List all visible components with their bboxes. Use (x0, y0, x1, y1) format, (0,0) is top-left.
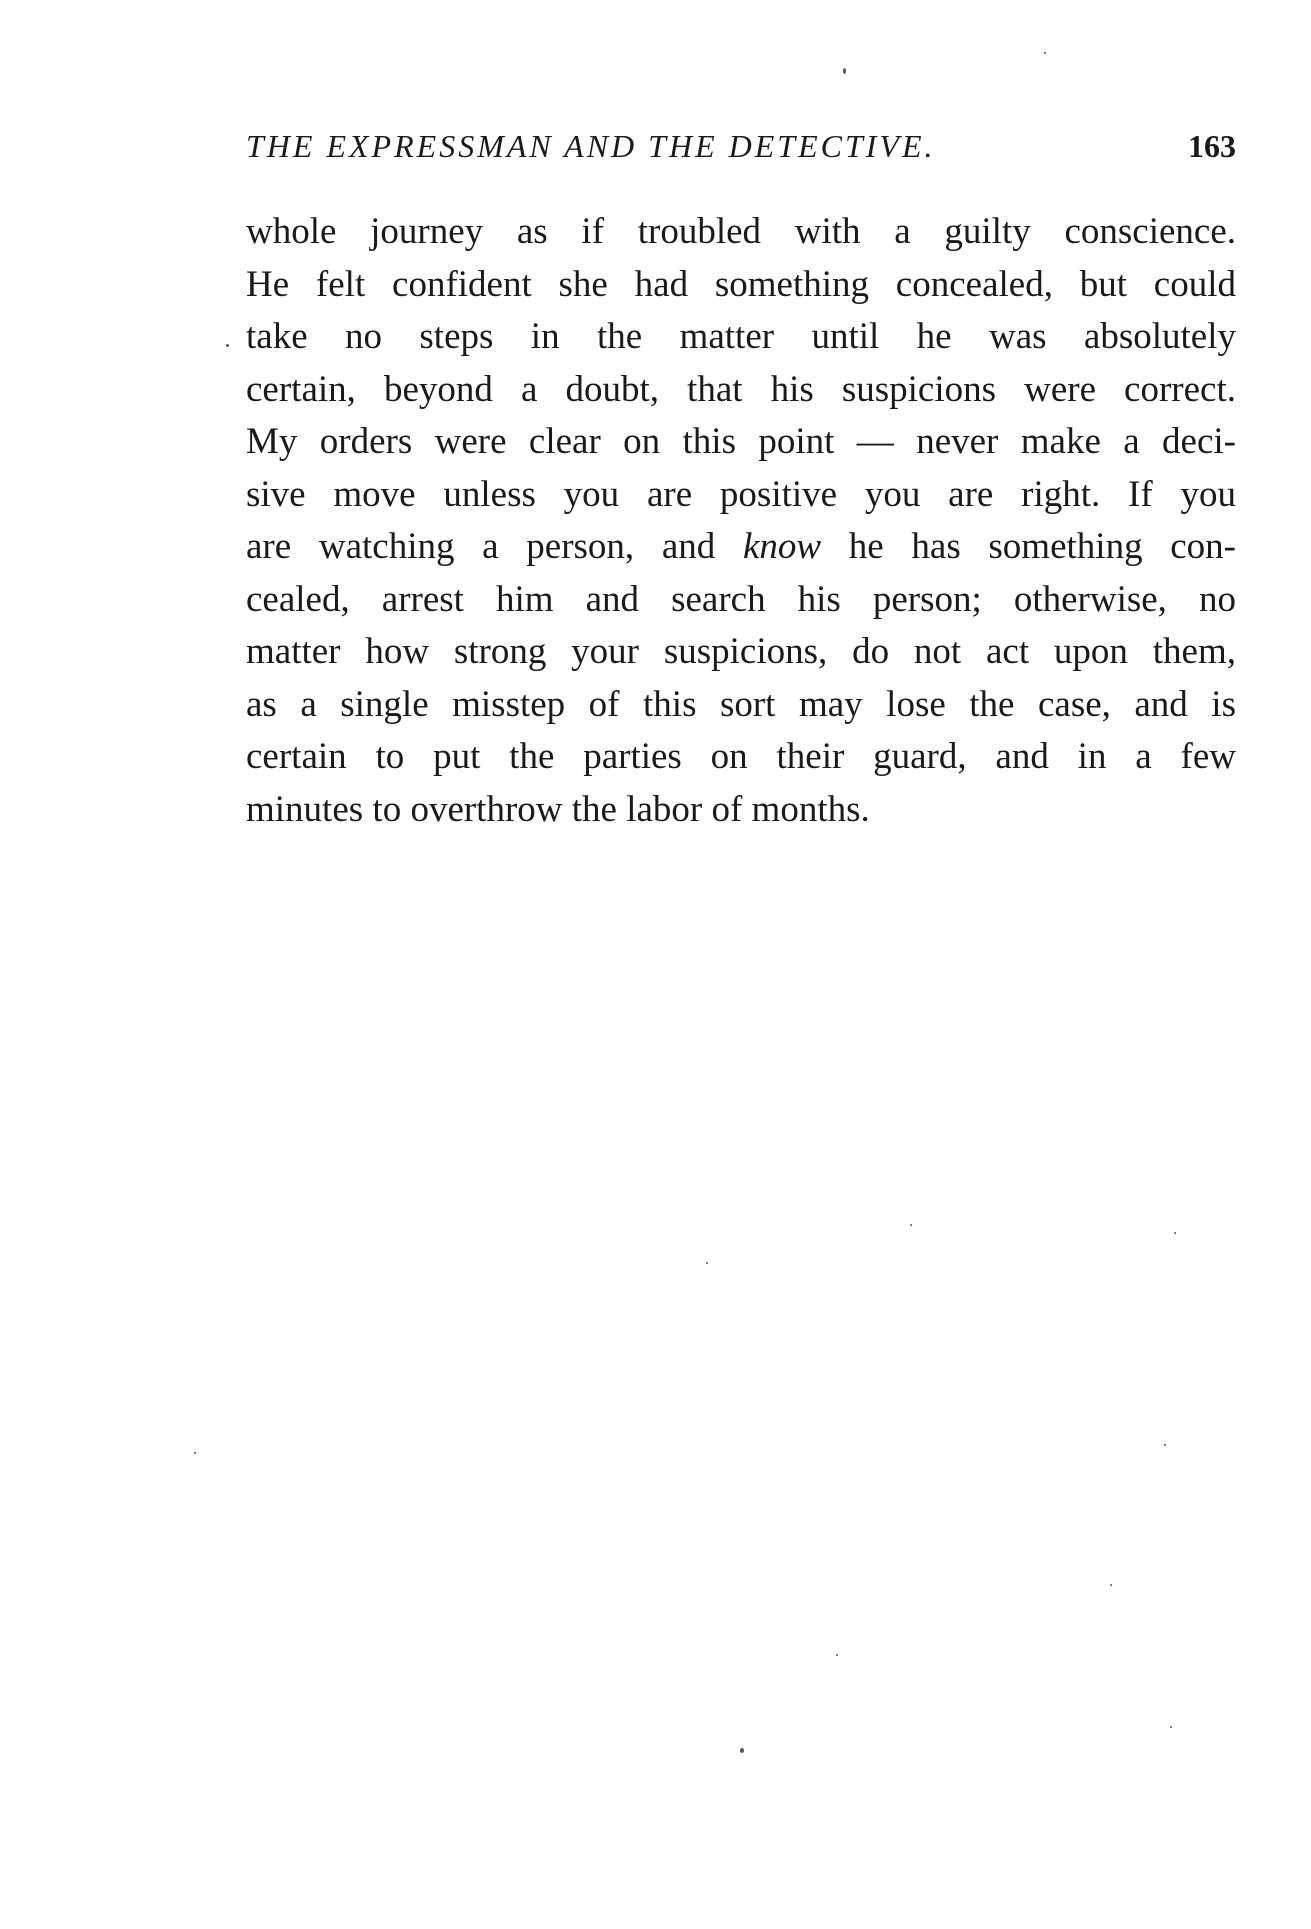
text-line: He felt confident she had something concealed, but could (246, 263, 1236, 305)
emphasized-word: know (742, 526, 822, 567)
scan-speck (1170, 1726, 1172, 1728)
scan-speck (194, 1452, 196, 1454)
scan-speck (740, 1748, 744, 1753)
text-line: as a single misstep of this sort may lose the case, and is (246, 683, 1236, 725)
text-line: matter how strong your suspicions, do not act upon them, (246, 631, 1236, 672)
scan-speck (910, 1224, 912, 1226)
scan-speck (1044, 52, 1046, 54)
text-line: sive move unless you are positive you are right. If you (246, 473, 1236, 515)
page-number: 163 (1188, 128, 1236, 164)
scan-speck (1164, 1444, 1166, 1446)
text-line: certain, beyond a doubt, that his suspicions were correct. (246, 368, 1236, 410)
text-line: take no steps in the matter until he was absolutely (246, 316, 1236, 357)
text-segment: he has something con- (821, 526, 1236, 567)
scan-speck (836, 1654, 838, 1656)
body-text (246, 206, 1236, 836)
scan-speck (226, 344, 229, 347)
scan-speck (706, 1262, 708, 1264)
text-segment: are watching a person, and (246, 526, 743, 567)
text-line: whole journey as if troubled with a guilty conscience. (246, 211, 1236, 252)
text-line: minutes to overthrow the labor of months. (246, 788, 870, 830)
text-line: certain to put the parties on their guard, and in a few (246, 736, 1236, 777)
scan-speck (1174, 1232, 1176, 1234)
text-line: cealed, arrest him and search his person; otherwise, no (246, 578, 1236, 620)
text-line (246, 521, 1236, 574)
scan-speck (1110, 1584, 1112, 1586)
running-title: THE EXPRESSMAN AND THE DETECTIVE. (246, 128, 936, 164)
text-line: My orders were clear on this point — never make a deci- (246, 421, 1236, 462)
running-head (246, 128, 1236, 172)
scan-speck (843, 68, 846, 74)
